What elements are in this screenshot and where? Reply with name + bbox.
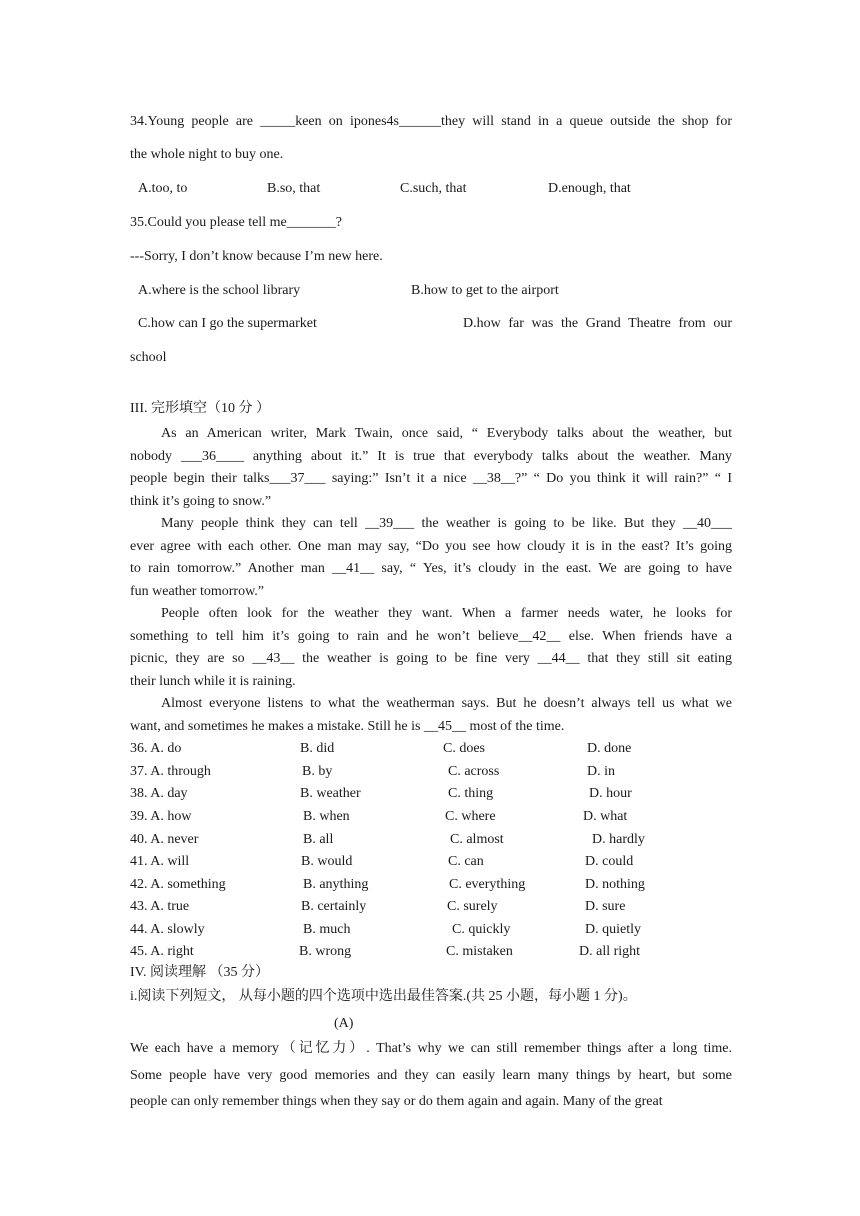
- choice-40-a: 40. A. never: [130, 832, 199, 847]
- choice-38-d: D. hour: [589, 786, 632, 801]
- cloze-p1-line-4: think it’s going to snow.”: [130, 494, 272, 509]
- q35-reply: ---Sorry, I don’t know because I’m new here.: [130, 249, 383, 264]
- q34-option-c: C.such, that: [400, 181, 467, 196]
- choice-45-d: D. all right: [579, 944, 641, 959]
- choice-37-b: B. by: [302, 764, 333, 779]
- cloze-p1-line-1: As an American writer, Mark Twain, once said, “ Everybody talks about the weather, but: [161, 426, 732, 441]
- choice-42-c: C. everything: [449, 877, 526, 892]
- choice-45-c: C. mistaken: [446, 944, 513, 959]
- choice-40-b: B. all: [303, 832, 334, 847]
- choice-45-b: B. wrong: [299, 944, 352, 959]
- choice-38-b: B. weather: [300, 786, 361, 801]
- q35-line-1: 35.Could you please tell me_______?: [130, 215, 342, 230]
- q35-option-d-continued: school: [130, 350, 167, 365]
- cloze-p3-line-4: their lunch while it is raining.: [130, 674, 296, 689]
- section-4-heading: IV. 阅读理解 （35 分）: [130, 965, 269, 980]
- choice-43-d: D. sure: [585, 899, 626, 914]
- choice-44-c: C. quickly: [452, 922, 511, 937]
- choice-42-a: 42. A. something: [130, 877, 226, 892]
- cloze-p2-line-2: ever agree with each other. One man may say, “Do you see how cloudy it is in the east? It’s going: [130, 539, 732, 554]
- choice-39-a: 39. A. how: [130, 809, 192, 824]
- choice-37-c: C. across: [448, 764, 500, 779]
- choice-42-d: D. nothing: [585, 877, 645, 892]
- q35-option-d: D.how far was the Grand Theatre from our: [463, 316, 732, 331]
- choice-36-c: C. does: [443, 741, 485, 756]
- q34-option-a: A.too, to: [138, 181, 188, 196]
- q34-line-1: 34.Young people are _____keen on ipones4s______they will stand in a queue outside the shop for: [130, 114, 732, 129]
- choice-38-c: C. thing: [448, 786, 494, 801]
- choice-43-c: C. surely: [447, 899, 498, 914]
- cloze-p2-line-3: to rain tomorrow.” Another man __41__ say, “ Yes, it’s cloudy in the east. We are going to have: [130, 561, 732, 576]
- cloze-p2-line-4: fun weather tomorrow.”: [130, 584, 264, 599]
- choice-44-a: 44. A. slowly: [130, 922, 205, 937]
- cloze-p4-line-1: Almost everyone listens to what the weatherman says. But he doesn’t always tell us what we: [161, 696, 732, 711]
- choice-41-d: D. could: [585, 854, 634, 869]
- choice-41-c: C. can: [448, 854, 484, 869]
- passage-line-1: We each have a memory（记忆力）. That’s why we can still remember things after a long time.: [130, 1041, 732, 1056]
- q35-option-c: C.how can I go the supermarket: [138, 316, 317, 331]
- choice-43-a: 43. A. true: [130, 899, 190, 914]
- passage-line-2: Some people have very good memories and they can easily learn many things by heart, but some: [130, 1068, 732, 1083]
- cloze-p4-line-2: want, and sometimes he makes a mistake. Still he is __45__ most of the time.: [130, 719, 565, 734]
- passage-label: (A): [334, 1016, 354, 1031]
- q35-option-b: B.how to get to the airport: [411, 283, 559, 298]
- choice-43-b: B. certainly: [301, 899, 367, 914]
- choice-41-b: B. would: [301, 854, 353, 869]
- choice-36-d: D. done: [587, 741, 632, 756]
- section-3-heading: III. 完形填空（10 分 ）: [130, 401, 270, 416]
- choice-39-d: D. what: [583, 809, 628, 824]
- q34-line-2: the whole night to buy one.: [130, 147, 284, 162]
- choice-36-b: B. did: [300, 741, 335, 756]
- q35-option-a: A.where is the school library: [138, 283, 301, 298]
- choice-40-d: D. hardly: [592, 832, 645, 847]
- q34-option-b: B.so, that: [267, 181, 321, 196]
- choice-44-d: D. quietly: [585, 922, 641, 937]
- cloze-p1-line-3: people begin their talks___37___ saying:” Isn’t it a nice __38__?” “ Do you think it will rain?” “ I: [130, 471, 732, 486]
- choice-39-c: C. where: [445, 809, 496, 824]
- cloze-p3-line-3: picnic, they are so __43__ the weather is going to be fine very __44__ that they still sit eating: [130, 651, 732, 666]
- cloze-p2-line-1: Many people think they can tell __39___ the weather is going to be like. But they __40___: [161, 516, 732, 531]
- choice-45-a: 45. A. right: [130, 944, 194, 959]
- choice-42-b: B. anything: [303, 877, 369, 892]
- cloze-p3-line-1: People often look for the weather they want. When a farmer needs water, he looks for: [161, 606, 732, 621]
- choice-40-c: C. almost: [450, 832, 504, 847]
- passage-line-3: people can only remember things when they say or do them again and again. Many of the great: [130, 1094, 663, 1109]
- choice-41-a: 41. A. will: [130, 854, 190, 869]
- choice-37-a: 37. A. through: [130, 764, 211, 779]
- cloze-p1-line-2: nobody ___36____ anything about it.” It is true that everybody talks about the weather. Many: [130, 449, 732, 464]
- choice-39-b: B. when: [303, 809, 350, 824]
- choice-38-a: 38. A. day: [130, 786, 188, 801]
- choice-44-b: B. much: [303, 922, 351, 937]
- choice-36-a: 36. A. do: [130, 741, 182, 756]
- q34-option-d: D.enough, that: [548, 181, 631, 196]
- choice-37-d: D. in: [587, 764, 615, 779]
- cloze-p3-line-2: something to tell him it’s going to rain and he won’t believe__42__ else. When friends have a: [130, 629, 732, 644]
- section-4-instruction: i.阅读下列短文， 从每小题的四个选项中选出最佳答案.(共 25 小题，每小题 1 分)。: [130, 989, 637, 1004]
